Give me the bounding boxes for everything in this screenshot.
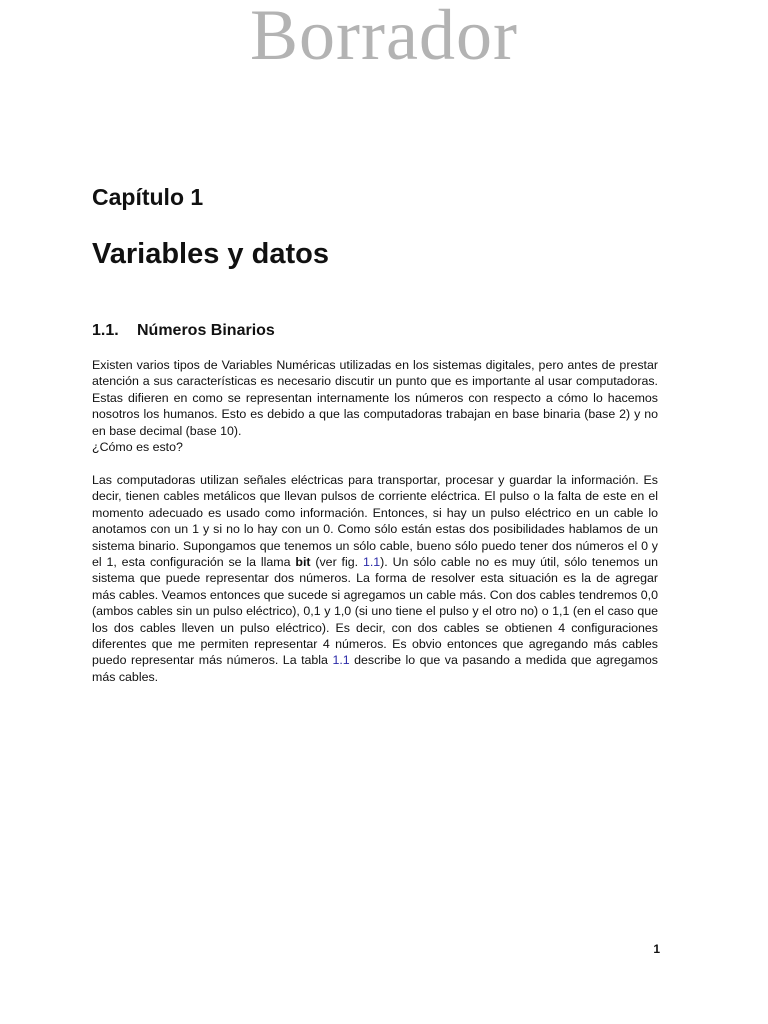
bold-term-bit: bit bbox=[295, 555, 311, 570]
chapter-title: Variables y datos bbox=[92, 238, 329, 270]
paragraph-binary bbox=[92, 472, 658, 685]
paragraph-binary-part4: describe lo que va pasando a medida que agregamos más cables. bbox=[92, 653, 658, 684]
figure-reference-link[interactable]: 1.1 bbox=[362, 555, 381, 570]
table-reference-link[interactable]: 1.1 bbox=[332, 653, 350, 668]
section-number: 1.1. bbox=[92, 322, 119, 339]
page-number: 1 bbox=[653, 942, 660, 956]
paragraph-intro bbox=[92, 357, 658, 455]
paragraph-binary-part2: (ver fig. bbox=[310, 555, 363, 570]
chapter-label: Capítulo 1 bbox=[92, 184, 204, 210]
paragraph-intro-question: ¿Cómo es esto? bbox=[92, 440, 183, 455]
paragraph-binary-part1: Las computadoras utilizan señales eléctricas para transportar, procesar y guardar la información. Es decir, tienen cables metálicos que llevan pulsos de corriente eléctrica. El pulso o la falta de este en el momento adecuado es usado como información. Entonces, si hay un pulso eléctrico en un cable lo anotamos con un 1 y si no lo hay con un 0. Como sólo están estas dos posibilidades hablamos de un sistema binario. Supongamos que tenemos un sólo cable, bueno sólo puedo tener dos números el 0 y el 1, esta configuración se la llama bbox=[92, 473, 658, 570]
paragraph-binary-part3: ). Un sólo cable no es muy útil, sólo tenemos un sistema que puede representar dos números. La forma de resolver esta situación es la de agregar más cables. Veamos entonces que sucede si agregamos un cable más. Con dos cables tendremos 0,0 (ambos cables sin un pulso eléctrico), 0,1 y 1,0 (si uno tiene el pulso y el otro no) o 1,1 (en el caso que los dos cables lleven un pulso eléctrico). Es decir, con dos cables se obtienen 4 configuraciones diferentes que me permiten representar 4 números. Es obvio entonces que agregando más cables puedo representar más números. La tabla bbox=[92, 555, 658, 668]
section-heading bbox=[92, 322, 275, 340]
paragraph-intro-text: Existen varios tipos de Variables Numéricas utilizadas en los sistemas digitales, pero antes de prestar atención a sus características es necesario discutir un punto que es importante al usar computadoras. Estas difieren en como se representan internamente los números con respecto a cómo lo hacemos nosotros los humanos. Esto es debido a que las computadoras trabajan en base binaria (base 2) y no en base decimal (base 10). bbox=[92, 358, 658, 438]
watermark-text: Borrador bbox=[250, 0, 518, 75]
section-title: Números Binarios bbox=[137, 322, 275, 339]
